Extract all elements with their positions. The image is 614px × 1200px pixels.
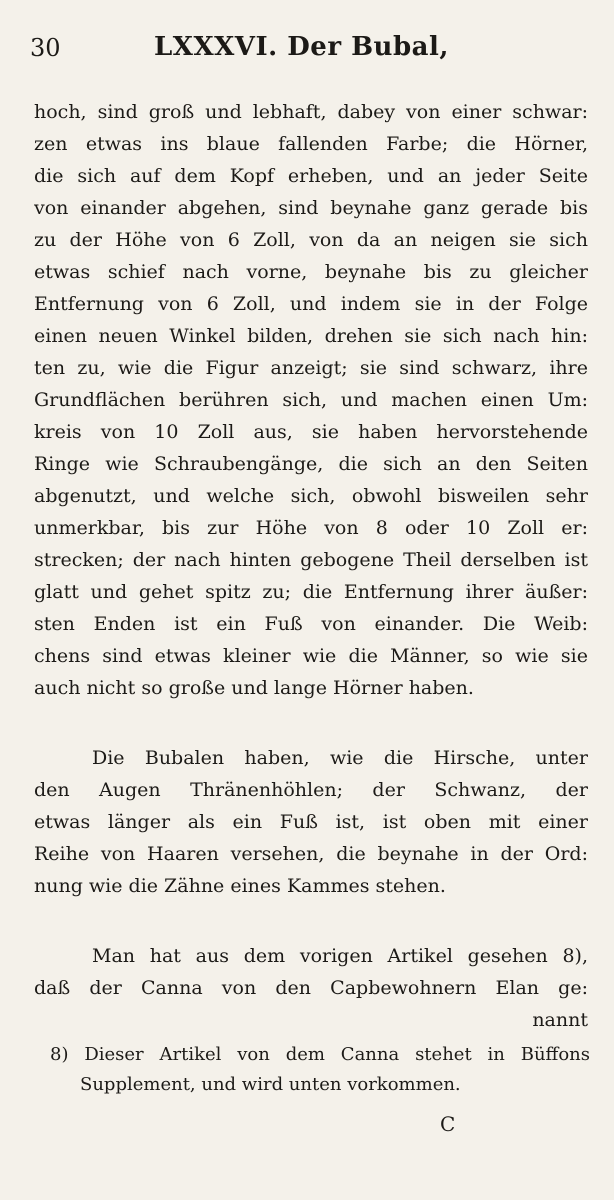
running-title: LXXXVI. Der Bubal, bbox=[154, 32, 449, 62]
text-line: zen etwas ins blaue fallenden Farbe; die Hörner, bbox=[34, 133, 588, 155]
paragraph-gap bbox=[34, 902, 588, 940]
text-line: sten Enden ist ein Fuß von einander. Die Weib: bbox=[34, 613, 588, 635]
text-line: etwas länger als ein Fuß ist, ist oben mit einer bbox=[34, 811, 588, 833]
body-text bbox=[34, 96, 588, 1036]
signature-mark: C bbox=[440, 1112, 456, 1136]
text-line: die sich auf dem Kopf erheben, und an jeder Seite bbox=[34, 165, 588, 187]
text-line: chens sind etwas kleiner wie die Männer, so wie sie bbox=[34, 645, 588, 667]
text-line: Grundflächen berühren sich, und machen einen Um: bbox=[34, 389, 588, 411]
text-line: Man hat aus dem vorigen Artikel gesehen 8), bbox=[92, 945, 588, 967]
text-line: nung wie die Zähne eines Kammes stehen. bbox=[34, 875, 446, 897]
text-line: Reihe von Haaren versehen, die beynahe in der Ord: bbox=[34, 843, 588, 865]
footnote-line: 8) Dieser Artikel von dem Canna stehet in Büffons bbox=[50, 1044, 590, 1065]
footnote-line: Supplement, und wird unten vorkommen. bbox=[80, 1074, 461, 1095]
paragraph-2 bbox=[34, 742, 588, 902]
footnote bbox=[50, 1040, 590, 1100]
text-line: etwas schief nach vorne, beynahe bis zu gleicher bbox=[34, 261, 588, 283]
text-line: hoch, sind groß und lebhaft, dabey von einer schwar: bbox=[34, 101, 588, 123]
text-line: kreis von 10 Zoll aus, sie haben hervorstehende bbox=[34, 421, 588, 443]
running-head bbox=[30, 28, 584, 68]
text-line: abgenutzt, und welche sich, obwohl bisweilen sehr bbox=[34, 485, 588, 507]
paragraph-gap bbox=[34, 704, 588, 742]
text-line: auch nicht so große und lange Hörner haben. bbox=[34, 677, 474, 699]
paragraph-3 bbox=[34, 940, 588, 1036]
text-line: unmerkbar, bis zur Höhe von 8 oder 10 Zoll er: bbox=[34, 517, 588, 539]
text-line: glatt und gehet spitz zu; die Entfernung ihrer äußer: bbox=[34, 581, 588, 603]
text-line: den Augen Thränenhöhlen; der Schwanz, der bbox=[34, 779, 588, 801]
text-line: nannt bbox=[532, 1009, 588, 1031]
paragraph-1 bbox=[34, 96, 588, 704]
text-line: strecken; der nach hinten gebogene Theil derselben ist bbox=[34, 549, 588, 571]
text-line: einen neuen Winkel bilden, drehen sie sich nach hin: bbox=[34, 325, 588, 347]
text-line: daß der Canna von den Capbewohnern Elan ge: bbox=[34, 977, 588, 999]
text-line: ten zu, wie die Figur anzeigt; sie sind schwarz, ihre bbox=[34, 357, 588, 379]
text-line: von einander abgehen, sind beynahe ganz gerade bis bbox=[34, 197, 588, 219]
text-line: Die Bubalen haben, wie die Hirsche, unter bbox=[92, 747, 588, 769]
text-line: zu der Höhe von 6 Zoll, von da an neigen sie sich bbox=[34, 229, 588, 251]
text-line: Entfernung von 6 Zoll, und indem sie in der Folge bbox=[34, 293, 588, 315]
text-line: Ringe wie Schraubengänge, die sich an den Seiten bbox=[34, 453, 588, 475]
page-number: 30 bbox=[30, 34, 61, 62]
